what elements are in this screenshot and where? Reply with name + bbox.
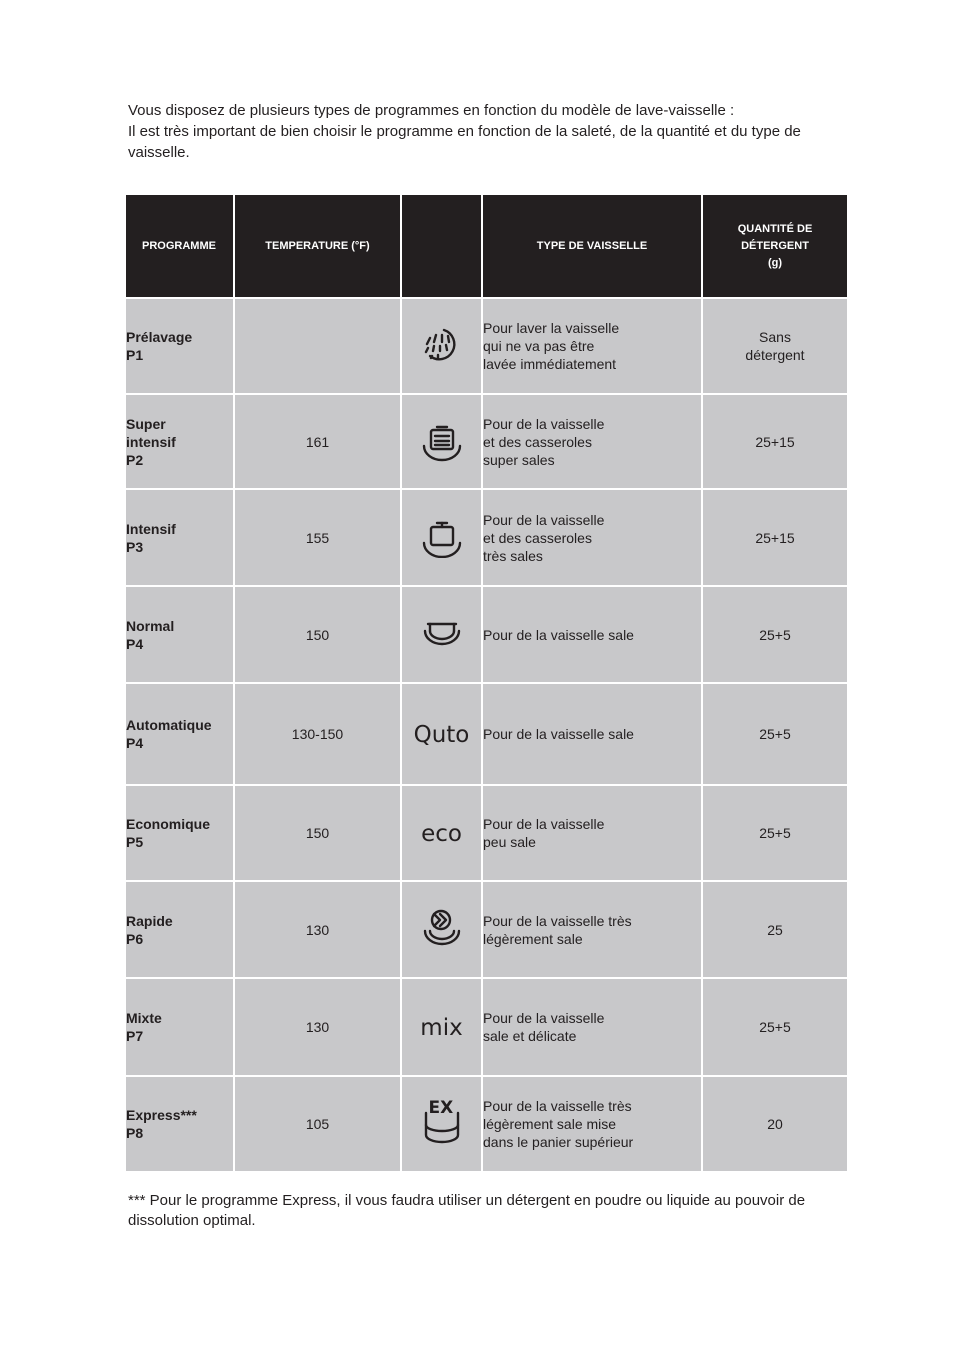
- programme-temperature: 150: [234, 785, 401, 881]
- detergent-quantity: 25+5: [702, 586, 847, 683]
- detergent-quantity: 20: [702, 1076, 847, 1172]
- table-header-row: [126, 195, 847, 298]
- programme-name: Prélavage P1: [126, 298, 234, 394]
- dish-type: Pour de la vaisselle sale: [482, 683, 702, 785]
- header-temperature: TEMPERATURE (°F): [234, 195, 401, 298]
- dish-type: Pour de la vaisselle très légèrement sale: [482, 881, 702, 978]
- dish-type: Pour de la vaisselle et des casseroles super sales: [482, 394, 702, 489]
- dish-type: Pour de la vaisselle peu sale: [482, 785, 702, 881]
- express-icon-label: EX: [428, 1098, 454, 1118]
- programme-name: Rapide P6: [126, 881, 234, 978]
- detergent-quantity: 25+5: [702, 683, 847, 785]
- detergent-quantity: 25+15: [702, 394, 847, 489]
- header-icon: [401, 195, 482, 298]
- table-row: [126, 978, 847, 1076]
- table-row: [126, 785, 847, 881]
- programme-table: [126, 195, 847, 1173]
- dish-type: Pour de la vaisselle très légèrement sale mise dans le panier supérieur: [482, 1076, 702, 1172]
- auto-icon: Quto: [413, 721, 470, 748]
- programme-temperature: 130-150: [234, 683, 401, 785]
- programme-name: Normal P4: [126, 586, 234, 683]
- programme-temperature: 150: [234, 586, 401, 683]
- rapid-icon: [420, 909, 464, 951]
- table-row: [126, 298, 847, 394]
- intro-text: [128, 100, 858, 163]
- programme-temperature: 155: [234, 489, 401, 586]
- programme-name: Intensif P3: [126, 489, 234, 586]
- detergent-quantity: 25+15: [702, 489, 847, 586]
- intro-line-2: Il est très important de bien choisir le programme en fonction de la saleté, de la quantité et du type de vaisselle.: [128, 123, 801, 161]
- programme-name: Mixte P7: [126, 978, 234, 1076]
- mix-icon: mix: [420, 1014, 463, 1041]
- dish-type: Pour laver la vaisselle qui ne va pas être lavée immédiatement: [482, 298, 702, 394]
- programme-temperature: 161: [234, 394, 401, 489]
- table-row: [126, 489, 847, 586]
- prewash-icon: [420, 326, 464, 366]
- super-intensive-pot-icon: [420, 422, 464, 462]
- dish-type: Pour de la vaisselle sale: [482, 586, 702, 683]
- dish-type: Pour de la vaisselle sale et délicate: [482, 978, 702, 1076]
- intensive-pot-icon: [420, 518, 464, 558]
- programme-name: Automatique P4: [126, 683, 234, 785]
- detergent-quantity: 25+5: [702, 785, 847, 881]
- programme-temperature: 105: [234, 1076, 401, 1172]
- header-type: TYPE DE VAISSELLE: [482, 195, 702, 298]
- detergent-quantity: Sans détergent: [702, 298, 847, 394]
- programme-name: Express*** P8: [126, 1076, 234, 1172]
- programme-temperature: [234, 298, 401, 394]
- eco-icon: eco: [421, 820, 462, 847]
- table-row: [126, 394, 847, 489]
- normal-bowl-icon: [420, 615, 464, 655]
- table-row: [126, 1076, 847, 1172]
- table-row: [126, 881, 847, 978]
- detergent-quantity: 25+5: [702, 978, 847, 1076]
- header-quantity: QUANTITÉ DE DÉTERGENT (g): [702, 195, 847, 298]
- detergent-quantity: 25: [702, 881, 847, 978]
- header-programme: PROGRAMME: [126, 195, 234, 298]
- programme-name: Economique P5: [126, 785, 234, 881]
- express-icon: [422, 1098, 462, 1145]
- dish-type: Pour de la vaisselle et des casseroles très sales: [482, 489, 702, 586]
- intro-line-1: Vous disposez de plusieurs types de programmes en fonction du modèle de lave-vaisselle :: [128, 102, 735, 119]
- table-row: [126, 683, 847, 785]
- programme-temperature: 130: [234, 978, 401, 1076]
- programme-name: Super intensif P2: [126, 394, 234, 489]
- programme-temperature: 130: [234, 881, 401, 978]
- footnote: *** Pour le programme Express, il vous faudra utiliser un détergent en poudre ou liquide au pouvoir de dissolution optimal.: [128, 1192, 806, 1229]
- table-row: [126, 586, 847, 683]
